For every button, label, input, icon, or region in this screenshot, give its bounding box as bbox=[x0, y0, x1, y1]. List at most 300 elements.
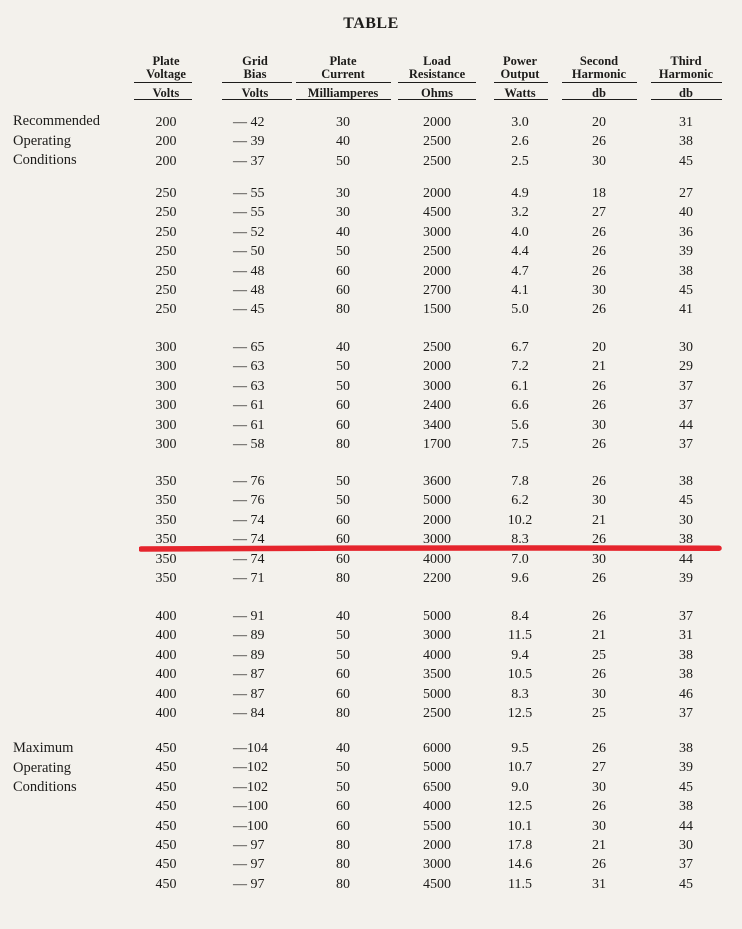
table-cell: 10.2 bbox=[507, 512, 533, 528]
table-cell: 5000 bbox=[423, 493, 451, 509]
table-cell: 30 bbox=[592, 417, 606, 433]
table-cell: 38 bbox=[679, 263, 693, 279]
table-cell: 37 bbox=[679, 857, 693, 873]
side-label-line: Conditions bbox=[13, 779, 77, 795]
table-cell: 400 bbox=[155, 609, 177, 624]
table-cell: 9.5 bbox=[511, 741, 529, 756]
column-header bbox=[225, 55, 285, 81]
table-cell: 2000 bbox=[423, 115, 451, 130]
table-cell: 37 bbox=[679, 609, 693, 624]
table-cell: 27 bbox=[592, 760, 606, 776]
table-cell: 6.7 bbox=[511, 340, 529, 355]
table-cell: 3000 bbox=[423, 378, 451, 394]
table-cell: 41 bbox=[679, 302, 693, 318]
table-cell: 26 bbox=[592, 857, 606, 873]
table-cell: 200 bbox=[155, 153, 177, 169]
table-cell: — 87 bbox=[233, 667, 265, 683]
table-cell: 21 bbox=[592, 628, 606, 644]
header-rule bbox=[398, 99, 476, 100]
table-cell: 60 bbox=[336, 512, 350, 528]
header-rule bbox=[562, 82, 637, 83]
table-cell: 2500 bbox=[423, 244, 451, 260]
table-cell: 10.7 bbox=[507, 760, 533, 776]
table-cell: 26 bbox=[592, 437, 606, 452]
table-cell: 250 bbox=[155, 186, 177, 201]
table-cell: — 61 bbox=[233, 417, 265, 433]
table-cell: 50 bbox=[336, 378, 350, 394]
table-cell: 400 bbox=[155, 667, 177, 683]
table-cell: 21 bbox=[592, 838, 606, 853]
header-rule bbox=[222, 99, 292, 100]
table-cell: 60 bbox=[336, 667, 350, 683]
column-header-line: Voltage bbox=[146, 67, 186, 81]
table-cell: 350 bbox=[155, 474, 177, 489]
table-cell: — 48 bbox=[233, 283, 265, 298]
table-cell: 45 bbox=[679, 493, 693, 509]
column-header-line: Plate bbox=[152, 54, 180, 68]
table-cell: 29 bbox=[679, 359, 693, 375]
table-cell: 2000 bbox=[423, 186, 451, 201]
header-rule bbox=[651, 82, 722, 83]
table-cell: 60 bbox=[336, 417, 350, 433]
table-cell: 44 bbox=[679, 551, 693, 567]
column-header-line: Second bbox=[579, 54, 619, 68]
table-cell: 6000 bbox=[423, 741, 451, 756]
table-cell: 2000 bbox=[423, 359, 451, 375]
table-cell: 37 bbox=[679, 437, 693, 452]
table-cell: — 89 bbox=[233, 628, 265, 644]
table-cell: 39 bbox=[679, 760, 693, 776]
table-cell: 4500 bbox=[423, 876, 451, 892]
table-cell: — 97 bbox=[233, 876, 265, 892]
table-cell: 10.5 bbox=[507, 667, 533, 683]
table-cell: 20 bbox=[592, 115, 606, 130]
table-cell: 3.0 bbox=[511, 115, 529, 130]
table-cell: 8.4 bbox=[511, 609, 529, 624]
table-cell: 4.7 bbox=[511, 263, 529, 279]
column-unit: db bbox=[679, 86, 693, 100]
table-cell: 30 bbox=[679, 838, 693, 853]
table-title: TABLE bbox=[343, 15, 399, 32]
table-cell: 60 bbox=[336, 283, 350, 298]
table-cell: 25 bbox=[592, 706, 606, 721]
table-cell: 5500 bbox=[423, 818, 451, 834]
table-cell: 80 bbox=[336, 857, 350, 873]
table-cell: 2500 bbox=[423, 706, 451, 721]
header-rule bbox=[651, 99, 722, 100]
table-cell: 80 bbox=[336, 302, 350, 318]
table-cell: 4000 bbox=[423, 647, 451, 663]
header-rule bbox=[134, 82, 192, 83]
table-cell: — 45 bbox=[233, 302, 265, 318]
table-cell: — 65 bbox=[233, 340, 265, 355]
table-cell: 31 bbox=[592, 876, 606, 892]
table-cell: 3500 bbox=[423, 667, 451, 683]
table-cell: 12.5 bbox=[507, 799, 533, 815]
table-cell: 26 bbox=[592, 134, 606, 150]
table-cell: — 50 bbox=[233, 244, 265, 260]
table-cell: 9.4 bbox=[511, 647, 529, 663]
table-cell: 250 bbox=[155, 302, 177, 318]
column-unit: Volts bbox=[241, 86, 269, 100]
table-cell: 250 bbox=[155, 205, 177, 221]
table-cell: — 89 bbox=[233, 647, 265, 663]
column-header-line: Harmonic bbox=[571, 67, 627, 81]
table-cell: 50 bbox=[336, 628, 350, 644]
table-cell: 5.6 bbox=[511, 417, 529, 433]
table-cell: 450 bbox=[155, 838, 177, 853]
table-cell: 31 bbox=[679, 115, 693, 130]
table-cell: 26 bbox=[592, 532, 606, 548]
side-label-line: Operating bbox=[13, 759, 71, 776]
table-cell: 350 bbox=[155, 551, 177, 567]
table-cell: 31 bbox=[679, 628, 693, 644]
table-cell: 10.1 bbox=[507, 818, 533, 834]
table-cell: 250 bbox=[155, 244, 177, 260]
table-cell: 2500 bbox=[423, 340, 451, 355]
table-cell: 300 bbox=[155, 398, 177, 414]
table-cell: 27 bbox=[679, 186, 693, 201]
table-cell: 3600 bbox=[423, 474, 451, 489]
table-cell: 7.8 bbox=[511, 474, 529, 489]
table-cell: 2000 bbox=[423, 263, 451, 279]
table-cell: 26 bbox=[592, 799, 606, 815]
table-cell: 200 bbox=[155, 134, 177, 150]
table-cell: 450 bbox=[155, 876, 177, 892]
table-cell: — 52 bbox=[233, 224, 265, 240]
table-cell: 40 bbox=[679, 205, 693, 221]
table-cell: —100 bbox=[233, 799, 268, 815]
table-cell: 450 bbox=[155, 779, 177, 795]
table-cell: 37 bbox=[679, 398, 693, 414]
table-cell: 250 bbox=[155, 263, 177, 279]
header-rule bbox=[398, 82, 476, 83]
table-cell: —102 bbox=[233, 760, 268, 776]
table-cell: 80 bbox=[336, 437, 350, 452]
header-rule bbox=[222, 82, 292, 83]
column-header-line: Load bbox=[423, 54, 451, 68]
table-cell: 30 bbox=[592, 818, 606, 834]
column-unit: Watts bbox=[504, 86, 536, 100]
table-cell: — 76 bbox=[233, 474, 265, 489]
table-cell: 6.2 bbox=[511, 493, 529, 509]
side-label-line: Maximum bbox=[13, 740, 74, 756]
table-cell: 450 bbox=[155, 818, 177, 834]
table-cell: 300 bbox=[155, 359, 177, 375]
table-cell: — 61 bbox=[233, 398, 265, 414]
table-cell: 36 bbox=[679, 224, 693, 240]
table-cell: 26 bbox=[592, 378, 606, 394]
table-cell: 38 bbox=[679, 134, 693, 150]
table-cell: 3.2 bbox=[511, 205, 529, 221]
table-cell: 2000 bbox=[423, 838, 451, 853]
table-cell: 50 bbox=[336, 647, 350, 663]
table-cell: 60 bbox=[336, 551, 350, 567]
table-cell: 6500 bbox=[423, 779, 451, 795]
table-cell: — 39 bbox=[233, 134, 265, 150]
table-cell: — 87 bbox=[233, 686, 265, 702]
table-cell: 3400 bbox=[423, 417, 451, 433]
table-cell: 60 bbox=[336, 686, 350, 702]
table-cell: 38 bbox=[679, 741, 693, 756]
table-cell: 4.9 bbox=[511, 186, 529, 201]
table-cell: 40 bbox=[336, 340, 350, 355]
column-header bbox=[490, 55, 550, 81]
column-header bbox=[294, 55, 392, 81]
table-cell: — 97 bbox=[233, 857, 265, 873]
table-cell: 2500 bbox=[423, 134, 451, 150]
table-cell: — 97 bbox=[233, 838, 265, 853]
table-cell: 21 bbox=[592, 359, 606, 375]
table-cell: 30 bbox=[592, 551, 606, 567]
table-cell: 2700 bbox=[423, 283, 451, 298]
table-cell: 8.3 bbox=[511, 532, 529, 548]
table-cell: 40 bbox=[336, 224, 350, 240]
table-cell: 39 bbox=[679, 244, 693, 260]
column-header-line: Harmonic bbox=[658, 67, 714, 81]
table-cell: 50 bbox=[336, 493, 350, 509]
table-cell: — 63 bbox=[233, 359, 265, 375]
column-header bbox=[561, 55, 637, 81]
table-cell: 30 bbox=[592, 779, 606, 795]
table-cell: — 74 bbox=[233, 551, 265, 567]
table-cell: 60 bbox=[336, 818, 350, 834]
table-cell: 26 bbox=[592, 398, 606, 414]
table-cell: 2200 bbox=[423, 571, 451, 586]
side-label-line: Conditions bbox=[13, 152, 77, 168]
table-cell: 2500 bbox=[423, 153, 451, 169]
table-cell: 450 bbox=[155, 760, 177, 776]
table-cell: 26 bbox=[592, 244, 606, 260]
table-cell: 12.5 bbox=[507, 706, 533, 721]
column-header-line: Bias bbox=[243, 67, 267, 81]
table-cell: 60 bbox=[336, 799, 350, 815]
table-cell: —102 bbox=[233, 779, 268, 795]
table-cell: — 55 bbox=[233, 186, 265, 201]
table-cell: 30 bbox=[592, 153, 606, 169]
table-cell: 200 bbox=[155, 115, 177, 130]
table-cell: 30 bbox=[592, 283, 606, 298]
table-cell: 400 bbox=[155, 628, 177, 644]
table-cell: 11.5 bbox=[508, 876, 532, 892]
table-cell: 38 bbox=[679, 667, 693, 683]
table-cell: 4500 bbox=[423, 205, 451, 221]
table-cell: — 48 bbox=[233, 263, 265, 279]
recommended-conditions-label bbox=[13, 112, 100, 171]
table-cell: 2.5 bbox=[511, 153, 529, 169]
table-cell: 37 bbox=[679, 378, 693, 394]
table-cell: 26 bbox=[592, 571, 606, 586]
table-cell: 26 bbox=[592, 302, 606, 318]
table-cell: 26 bbox=[592, 474, 606, 489]
table-cell: 7.0 bbox=[511, 551, 529, 567]
table-cell: 50 bbox=[336, 760, 350, 776]
column-header-line: Grid bbox=[242, 54, 268, 68]
column-unit: Volts bbox=[152, 86, 180, 100]
table-cell: 400 bbox=[155, 647, 177, 663]
table-cell: — 37 bbox=[233, 153, 265, 169]
table-cell: 25 bbox=[592, 647, 606, 663]
table-cell: 40 bbox=[336, 741, 350, 756]
column-header-line: Power bbox=[502, 54, 537, 68]
table-cell: 4.1 bbox=[511, 283, 529, 298]
table-cell: 38 bbox=[679, 532, 693, 548]
table-cell: 45 bbox=[679, 779, 693, 795]
table-cell: 50 bbox=[336, 244, 350, 260]
table-cell: 26 bbox=[592, 741, 606, 756]
table-cell: 300 bbox=[155, 378, 177, 394]
table-cell: — 55 bbox=[233, 205, 265, 221]
column-header bbox=[649, 55, 723, 81]
table-cell: 46 bbox=[679, 686, 693, 702]
column-header-line: Plate bbox=[329, 54, 357, 68]
table-cell: 14.6 bbox=[507, 857, 533, 873]
table-cell: 38 bbox=[679, 799, 693, 815]
table-cell: 1700 bbox=[423, 437, 451, 452]
table-cell: 30 bbox=[679, 512, 693, 528]
table-cell: 350 bbox=[155, 512, 177, 528]
column-unit: Milliamperes bbox=[307, 86, 379, 100]
table-cell: 38 bbox=[679, 647, 693, 663]
table-cell: — 42 bbox=[233, 115, 265, 130]
table-cell: 44 bbox=[679, 417, 693, 433]
table-cell: 37 bbox=[679, 706, 693, 721]
table-cell: 350 bbox=[155, 493, 177, 509]
table-cell: 3000 bbox=[423, 532, 451, 548]
side-label-line: Recommended bbox=[13, 113, 100, 129]
header-rule bbox=[562, 99, 637, 100]
maximum-conditions-label bbox=[13, 739, 77, 798]
table-cell: — 84 bbox=[233, 706, 265, 721]
table-cell: 2400 bbox=[423, 398, 451, 414]
table-cell: 38 bbox=[679, 474, 693, 489]
table-cell: 30 bbox=[336, 115, 350, 130]
table-cell: 80 bbox=[336, 571, 350, 586]
table-cell: 20 bbox=[592, 340, 606, 355]
table-cell: 39 bbox=[679, 571, 693, 586]
table-cell: 5000 bbox=[423, 609, 451, 624]
table-cell: 5000 bbox=[423, 760, 451, 776]
table-cell: 40 bbox=[336, 134, 350, 150]
table-cell: 4000 bbox=[423, 551, 451, 567]
table-cell: 45 bbox=[679, 153, 693, 169]
table-cell: 27 bbox=[592, 205, 606, 221]
table-cell: 3000 bbox=[423, 628, 451, 644]
table-cell: 350 bbox=[155, 532, 177, 548]
table-cell: 450 bbox=[155, 857, 177, 873]
table-cell: 300 bbox=[155, 340, 177, 355]
table-cell: 50 bbox=[336, 474, 350, 489]
table-cell: 6.6 bbox=[511, 398, 529, 414]
table-cell: 11.5 bbox=[508, 628, 532, 644]
table-cell: 7.5 bbox=[511, 437, 529, 452]
table-cell: — 76 bbox=[233, 493, 265, 509]
table-cell: — 58 bbox=[233, 437, 265, 452]
table-cell: 26 bbox=[592, 667, 606, 683]
table-cell: — 63 bbox=[233, 378, 265, 394]
table-cell: — 74 bbox=[233, 512, 265, 528]
header-rule bbox=[134, 99, 192, 100]
header-rule bbox=[296, 99, 391, 100]
table-cell: 7.2 bbox=[511, 359, 529, 375]
table-cell: 9.0 bbox=[511, 779, 529, 795]
table-cell: 30 bbox=[592, 493, 606, 509]
table-cell: 2000 bbox=[423, 512, 451, 528]
table-cell: 5000 bbox=[423, 686, 451, 702]
table-cell: 26 bbox=[592, 263, 606, 279]
table-cell: 50 bbox=[336, 359, 350, 375]
table-cell: 26 bbox=[592, 609, 606, 624]
table-cell: 350 bbox=[155, 571, 177, 586]
column-unit: db bbox=[592, 86, 606, 100]
table-cell: 44 bbox=[679, 818, 693, 834]
column-unit: Ohms bbox=[421, 86, 453, 100]
table-cell: 6.1 bbox=[511, 378, 529, 394]
table-cell: 80 bbox=[336, 838, 350, 853]
table-cell: 450 bbox=[155, 741, 177, 756]
table-cell: 30 bbox=[336, 205, 350, 221]
table-cell: 26 bbox=[592, 224, 606, 240]
table-cell: 30 bbox=[679, 340, 693, 355]
table-cell: 60 bbox=[336, 398, 350, 414]
table-cell: 300 bbox=[155, 437, 177, 452]
table-cell: 45 bbox=[679, 876, 693, 892]
header-rule bbox=[494, 82, 548, 83]
table-cell: 250 bbox=[155, 283, 177, 298]
table-cell: 50 bbox=[336, 153, 350, 169]
table-cell: 300 bbox=[155, 417, 177, 433]
table-cell: 60 bbox=[336, 532, 350, 548]
table-cell: — 71 bbox=[233, 571, 265, 586]
table-cell: — 74 bbox=[233, 532, 265, 548]
table-cell: 400 bbox=[155, 686, 177, 702]
table-cell: 4000 bbox=[423, 799, 451, 815]
table-cell: 80 bbox=[336, 706, 350, 721]
table-cell: 45 bbox=[679, 283, 693, 298]
table-cell: 3000 bbox=[423, 224, 451, 240]
table-cell: 8.3 bbox=[511, 686, 529, 702]
table-cell: 9.6 bbox=[511, 571, 529, 586]
column-header-line: Resistance bbox=[408, 67, 466, 81]
table-cell: — 91 bbox=[233, 609, 265, 624]
side-label-line: Operating bbox=[13, 132, 71, 149]
column-header bbox=[397, 55, 477, 81]
table-cell: 18 bbox=[592, 186, 606, 201]
table-cell: —100 bbox=[233, 818, 268, 834]
table-cell: —104 bbox=[233, 741, 268, 756]
column-header-line: Output bbox=[500, 67, 540, 81]
table-cell: 30 bbox=[336, 186, 350, 201]
column-header-line: Third bbox=[670, 54, 702, 68]
table-cell: 30 bbox=[592, 686, 606, 702]
column-header-line: Current bbox=[321, 67, 365, 81]
table-cell: 2.6 bbox=[511, 134, 529, 150]
table-cell: 21 bbox=[592, 512, 606, 528]
table-cell: 3000 bbox=[423, 857, 451, 873]
table-cell: 450 bbox=[155, 799, 177, 815]
table-cell: 17.8 bbox=[507, 838, 533, 853]
table-cell: 250 bbox=[155, 224, 177, 240]
table-cell: 1500 bbox=[423, 302, 451, 318]
table-cell: 80 bbox=[336, 876, 350, 892]
header-rule bbox=[296, 82, 391, 83]
column-header bbox=[126, 55, 206, 81]
table-cell: 4.0 bbox=[511, 224, 529, 240]
table-cell: 60 bbox=[336, 263, 350, 279]
table-cell: 40 bbox=[336, 609, 350, 624]
table-cell: 50 bbox=[336, 779, 350, 795]
table-cell: 5.0 bbox=[511, 302, 529, 318]
